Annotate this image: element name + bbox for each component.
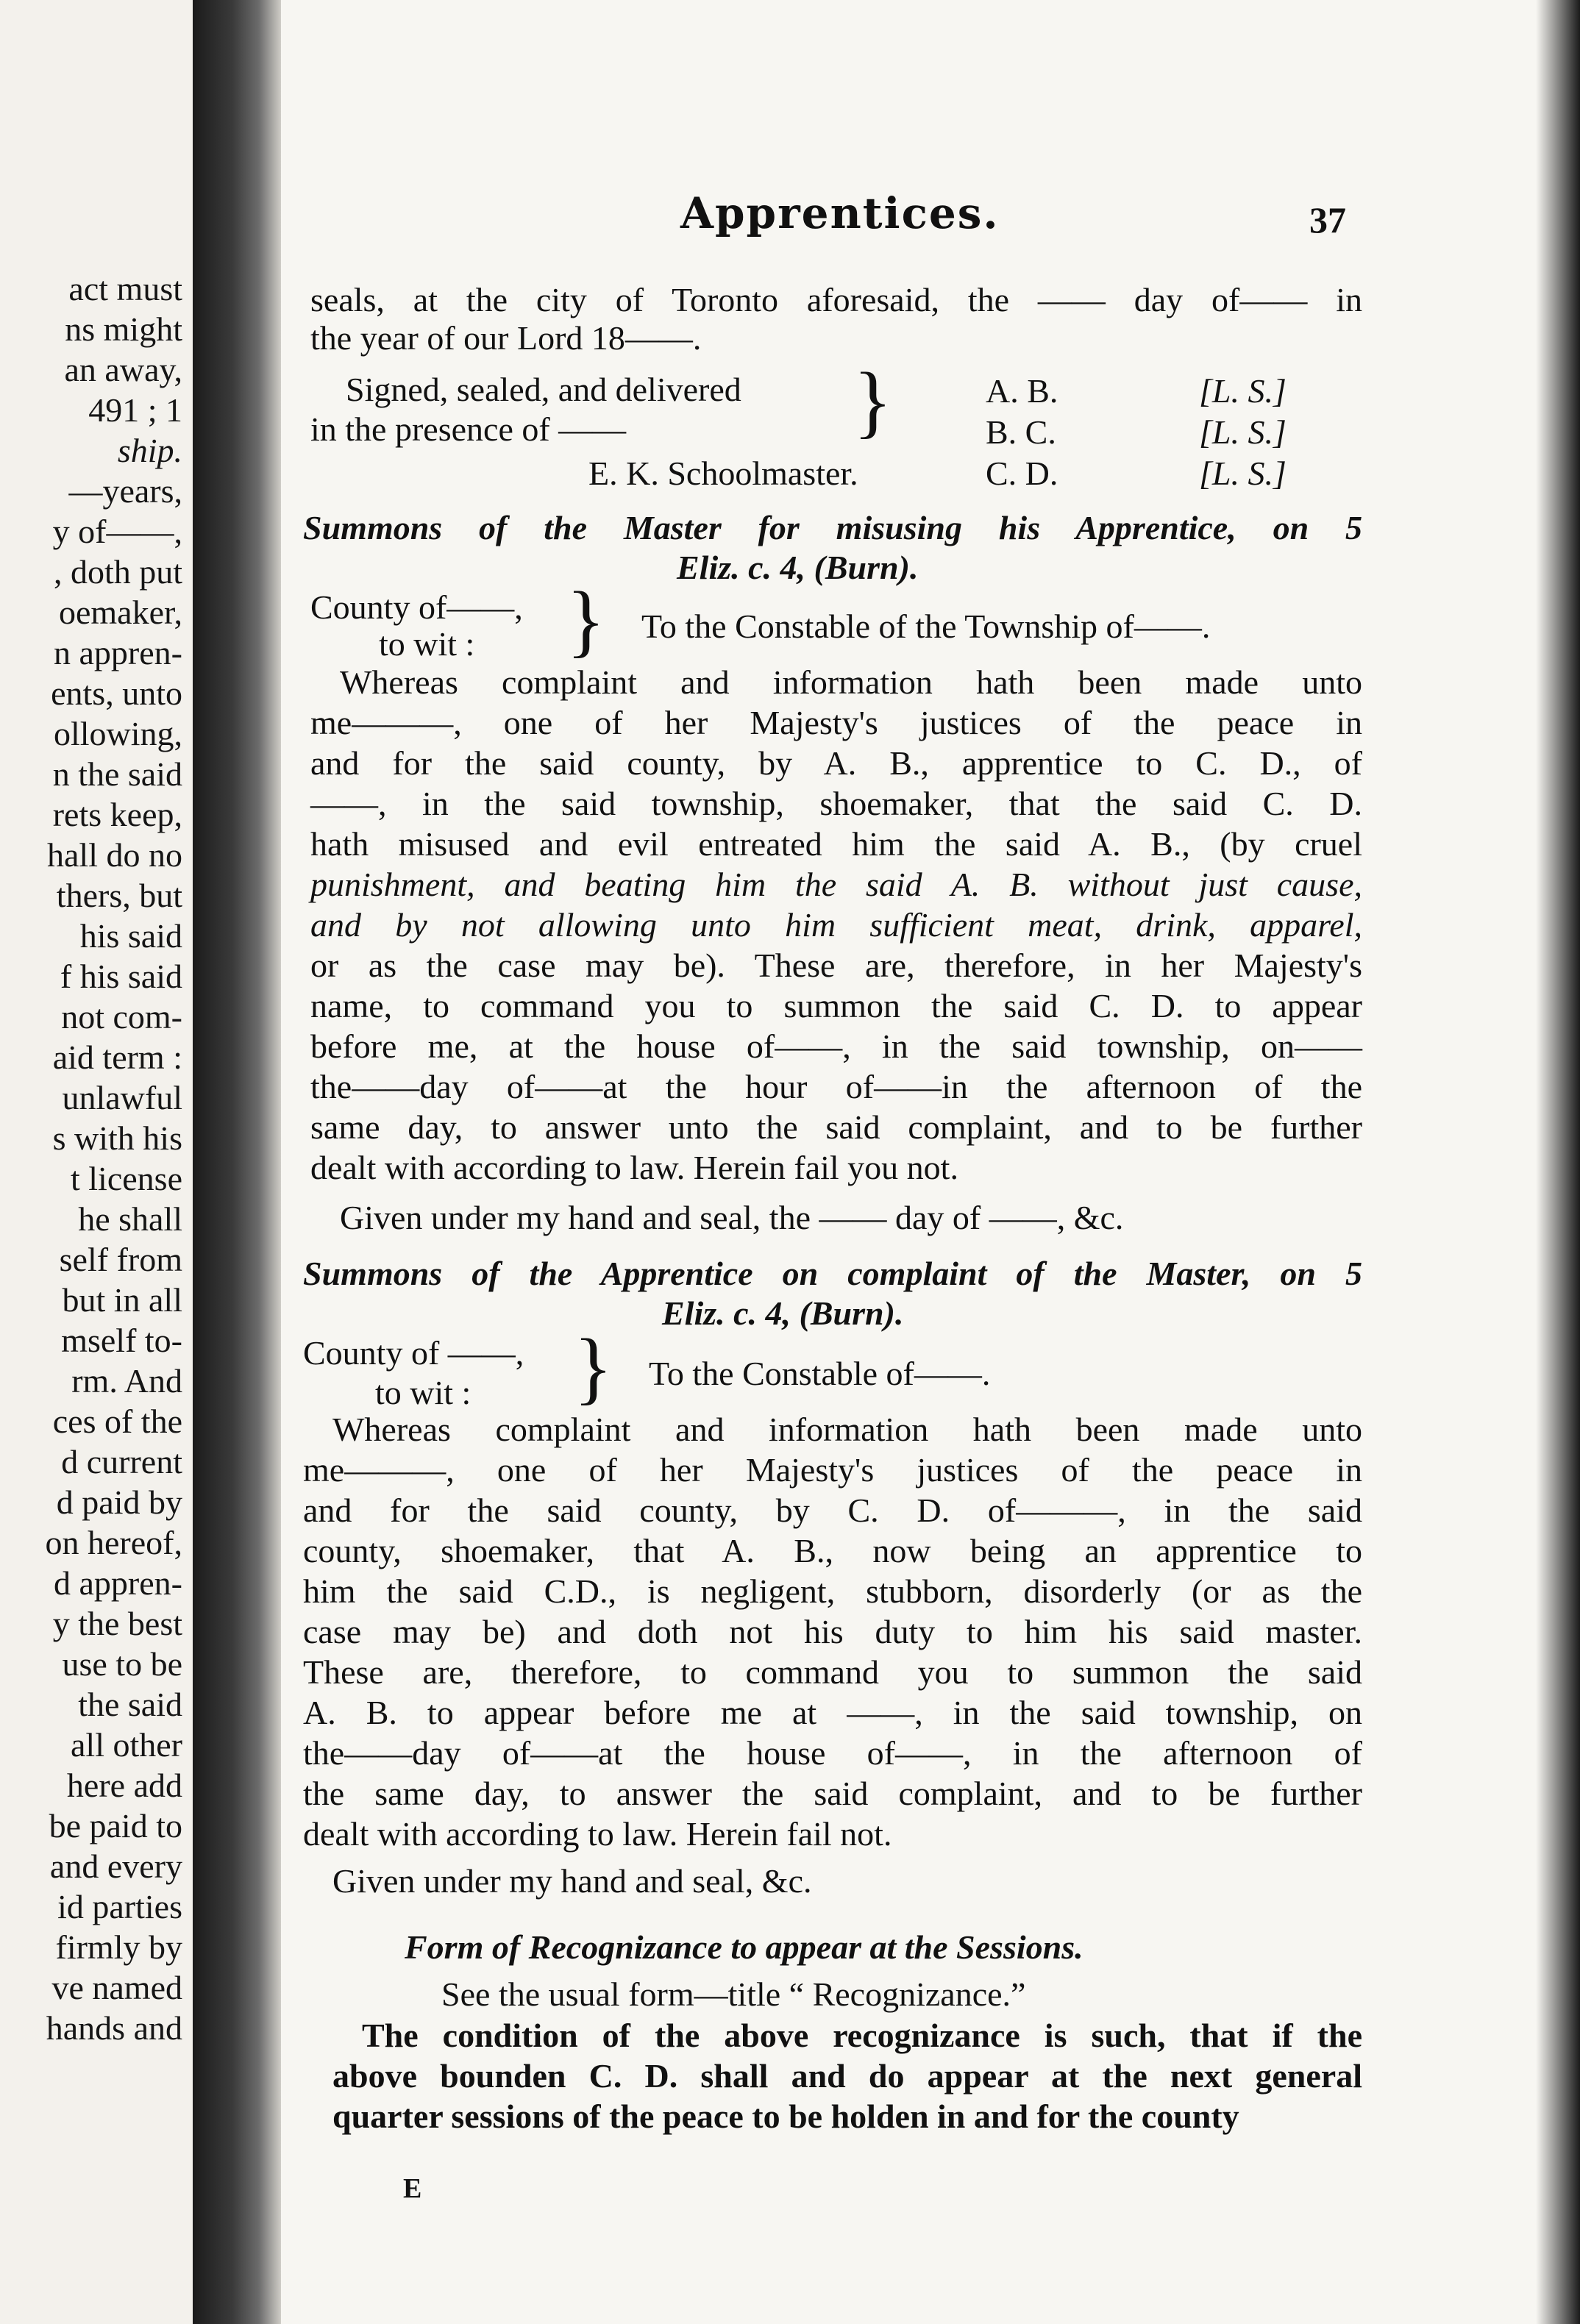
- intro-line: the year of our Lord 18——.: [310, 319, 702, 357]
- body-line: county, shoemaker, that A. B., now being an apprentice to: [303, 1532, 1362, 1569]
- facing-text-fragment: ollowing,: [53, 715, 182, 752]
- facing-text-fragment: hands and: [46, 2009, 182, 2047]
- body-line: dealt with according to law. Herein fail you not.: [310, 1149, 958, 1186]
- facing-text-fragment: rm. And: [71, 1362, 182, 1400]
- facing-text-fragment: id parties: [57, 1888, 182, 1925]
- body-line: punishment, and beating him the said A. B. without just cause,: [310, 866, 1362, 903]
- body-line: dealt with according to law. Herein fail not.: [303, 1815, 892, 1853]
- body-line: above bounden C. D. shall and do appear at the next general: [332, 2057, 1362, 2095]
- county-label: to wit :: [375, 1374, 471, 1411]
- signatory-name: C. D.: [986, 455, 1058, 492]
- facing-text-fragment: but in all: [62, 1281, 182, 1319]
- section-heading: Summons of the Apprentice on complaint of the Master, on 5: [303, 1255, 1362, 1292]
- facing-text-fragment: use to be: [62, 1645, 182, 1683]
- facing-text-fragment: hall do no: [47, 836, 182, 874]
- signatory-name: A. B.: [986, 372, 1058, 410]
- witness-name: E. K. Schoolmaster.: [588, 455, 858, 492]
- body-line: and for the said county, by C. D. of———, in the said: [303, 1491, 1362, 1529]
- seal-mark: [L. S.]: [1199, 455, 1287, 492]
- body-line: same day, to answer unto the said complaint, and to be further: [310, 1108, 1362, 1146]
- facing-text-fragment: self from: [59, 1241, 182, 1278]
- facing-text-fragment: n the said: [52, 755, 182, 793]
- facing-text-fragment: ve named: [51, 1969, 182, 2006]
- facing-text-fragment: mself to-: [61, 1322, 182, 1359]
- body-line: quarter sessions of the peace to be holden in and for the county: [332, 2097, 1239, 2135]
- body-line: These are, therefore, to command you to summon the said: [303, 1653, 1362, 1691]
- brace-symbol: }: [574, 1322, 613, 1412]
- intro-line: seals, at the city of Toronto aforesaid, the —— day of—— in: [310, 281, 1362, 318]
- facing-text-fragment: rets keep,: [52, 796, 182, 833]
- facing-text-fragment: ces of the: [52, 1402, 182, 1440]
- presence-label: in the presence of ——: [310, 410, 627, 448]
- facing-text-fragment: 491 ; 1: [88, 391, 182, 429]
- facing-text-fragment: be paid to: [49, 1807, 182, 1844]
- brace-symbol: }: [853, 356, 892, 446]
- section-heading: Eliz. c. 4, (Burn).: [677, 549, 919, 586]
- section-heading: Form of Recognizance to appear at the Sessions.: [405, 1928, 1083, 1966]
- facing-text-fragment: f his said: [60, 958, 182, 995]
- facing-text-fragment: he shall: [78, 1200, 182, 1238]
- seal-mark: [L. S.]: [1199, 372, 1287, 410]
- section-heading: Eliz. c. 4, (Burn).: [662, 1294, 904, 1332]
- body-line: the same day, to answer the said complaint, and to be further: [303, 1775, 1362, 1812]
- see-usual-form: See the usual form—title “ Recognizance.”: [441, 1975, 1026, 2013]
- facing-text-fragment: not com-: [61, 998, 182, 1036]
- body-line: him the said C.D., is negligent, stubborn, disorderly (or as the: [303, 1572, 1362, 1610]
- body-line: Whereas complaint and information hath been made unto: [332, 1411, 1362, 1448]
- facing-text-fragment: here add: [66, 1767, 182, 1804]
- body-line: and for the said county, by A. B., apprentice to C. D., of: [310, 744, 1362, 782]
- body-line: Whereas complaint and information hath been made unto: [340, 663, 1362, 701]
- constable-address: To the Constable of the Township of——.: [641, 607, 1211, 645]
- body-line: me———, one of her Majesty's justices of the peace in: [303, 1451, 1362, 1489]
- facing-text-fragment: and every: [49, 1847, 182, 1885]
- facing-text-fragment: d paid by: [56, 1483, 182, 1521]
- facing-text-fragment: d current: [61, 1443, 182, 1480]
- county-label: to wit :: [379, 625, 475, 663]
- facing-text-fragment: aid term :: [52, 1038, 182, 1076]
- body-line: A. B. to appear before me at ——, in the said township, on: [303, 1694, 1362, 1731]
- facing-text-fragment: s with his: [52, 1119, 182, 1157]
- running-head: Apprentices.: [680, 188, 1000, 238]
- body-line: name, to command you to summon the said C. D. to appear: [310, 987, 1362, 1024]
- facing-text-fragment: on hereof,: [45, 1524, 182, 1561]
- page-number: 37: [1309, 199, 1346, 240]
- signatory-name: B. C.: [986, 413, 1056, 451]
- body-line: and by not allowing unto him sufficient meat, drink, apparel,: [310, 906, 1362, 944]
- given-line: Given under my hand and seal, &c.: [332, 1862, 812, 1900]
- county-label: County of——,: [310, 588, 523, 626]
- facing-text-fragment: , doth put: [53, 553, 182, 591]
- facing-text-fragment: act must: [68, 270, 182, 307]
- body-line: or as the case may be). These are, therefore, in her Majesty's: [310, 947, 1362, 984]
- body-line: hath misused and evil entreated him the said A. B., (by cruel: [310, 825, 1362, 863]
- facing-text-fragment: —years,: [68, 472, 182, 510]
- facing-text-fragment: ship.: [117, 432, 182, 469]
- facing-text-fragment: d appren-: [54, 1564, 182, 1602]
- facing-text-fragment: ns might: [65, 310, 182, 348]
- facing-text-fragment: y of——,: [52, 513, 182, 550]
- facing-text-fragment: oemaker,: [58, 594, 182, 631]
- county-label: County of ——,: [303, 1334, 524, 1372]
- facing-text-fragment: ents, unto: [51, 674, 182, 712]
- signed-sealed-label: Signed, sealed, and delivered: [346, 371, 741, 408]
- brace-symbol: }: [566, 575, 605, 665]
- body-line: ——, in the said township, shoemaker, that the said C. D.: [310, 785, 1362, 822]
- facing-text-fragment: the said: [78, 1686, 182, 1723]
- facing-text-fragment: n appren-: [54, 634, 182, 671]
- body-line: case may be) and doth not his duty to him his said master.: [303, 1613, 1362, 1650]
- given-line: Given under my hand and seal, the —— day of ——, &c.: [340, 1199, 1124, 1236]
- book-gutter: [193, 0, 281, 2324]
- facing-text-fragment: y the best: [52, 1605, 182, 1642]
- facing-text-fragment: all other: [71, 1726, 182, 1764]
- seal-mark: [L. S.]: [1199, 413, 1287, 451]
- section-heading: Summons of the Master for misusing his Apprentice, on 5: [303, 509, 1362, 546]
- constable-address: To the Constable of——.: [649, 1355, 991, 1392]
- facing-text-fragment: unlawful: [62, 1079, 182, 1116]
- body-line: The condition of the above recognizance is such, that if the: [362, 2017, 1362, 2054]
- page-edge-shadow: [1536, 0, 1580, 2324]
- facing-text-fragment: thers, but: [56, 877, 182, 914]
- facing-text-fragment: t license: [71, 1160, 182, 1197]
- facing-page-fragment: [0, 0, 193, 2324]
- body-line: before me, at the house of——, in the said township, on——: [310, 1027, 1362, 1065]
- body-line: me———, one of her Majesty's justices of the peace in: [310, 704, 1362, 741]
- facing-text-fragment: firmly by: [55, 1928, 182, 1966]
- body-line: the——day of——at the hour of——in the afternoon of the: [310, 1068, 1362, 1105]
- body-line: the——day of——at the house of——, in the afternoon of: [303, 1734, 1362, 1772]
- signature-mark: E: [403, 2173, 422, 2204]
- facing-text-fragment: an away,: [64, 351, 182, 388]
- facing-text-fragment: his said: [79, 917, 182, 955]
